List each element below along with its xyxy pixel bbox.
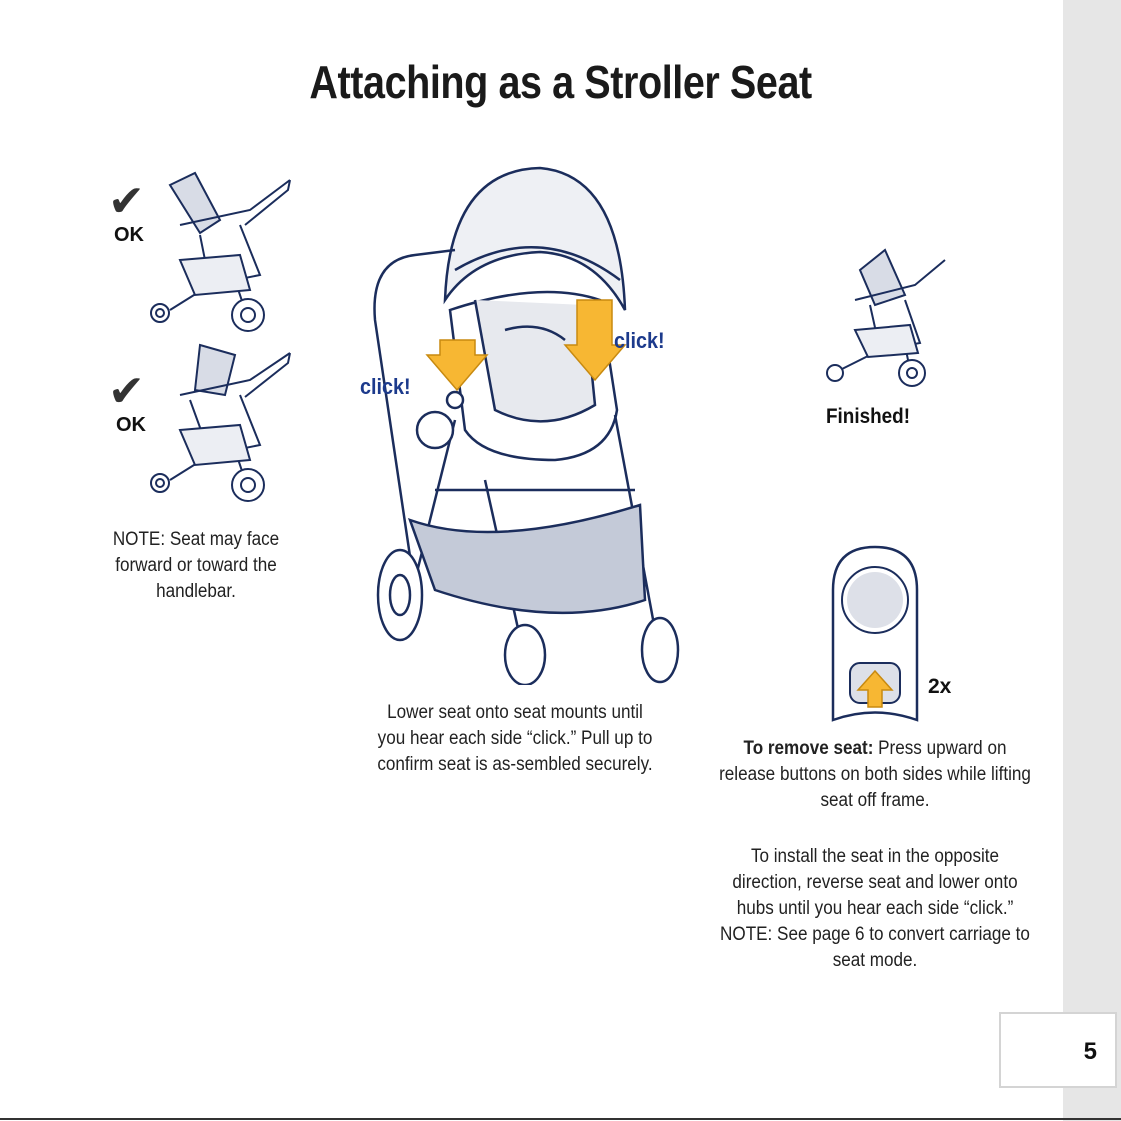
remove-seat-text: Press upward on release buttons on both sides while lifting seat off frame. (719, 738, 1031, 811)
release-button-detail (830, 545, 920, 725)
stroller-finished-illustration (820, 245, 955, 390)
click-label-right: click! (614, 328, 665, 353)
install-opposite-note: To install the seat in the opposite direction, reverse seat and lower onto hubs until you hear each side “click.” NOTE: See page 6 to convert carriage to seat mode. (720, 846, 1030, 971)
check-icon: ✔ (108, 367, 145, 416)
page-number-box (999, 1012, 1117, 1088)
stroller-rearward-illustration (140, 335, 300, 505)
press-count-label: 2x (928, 675, 952, 698)
remove-seat-heading: To remove seat: (743, 738, 874, 759)
stroller-seat-attach-illustration (355, 160, 685, 685)
ok-label-bottom: OK (116, 414, 146, 436)
stroller-forward-illustration (140, 165, 300, 335)
page-number: 5 (1083, 1038, 1097, 1065)
finished-label: Finished! (826, 405, 911, 428)
attach-instructions: Lower seat onto seat mounts until you hear each side “click.” Pull up to confirm seat is as-sembled securely. (377, 702, 653, 775)
remove-seat-instructions (718, 736, 1033, 814)
note-seat-direction: NOTE: Seat may face forward or toward the handlebar. (112, 529, 280, 602)
page-title: Attaching as a Stroller Seat (309, 56, 812, 108)
click-label-left: click! (360, 374, 411, 399)
check-icon: ✔ (108, 177, 145, 226)
ok-label-top: OK (114, 224, 144, 246)
bottom-rule (0, 1118, 1121, 1120)
page-margin-sidebar (1063, 0, 1121, 1121)
